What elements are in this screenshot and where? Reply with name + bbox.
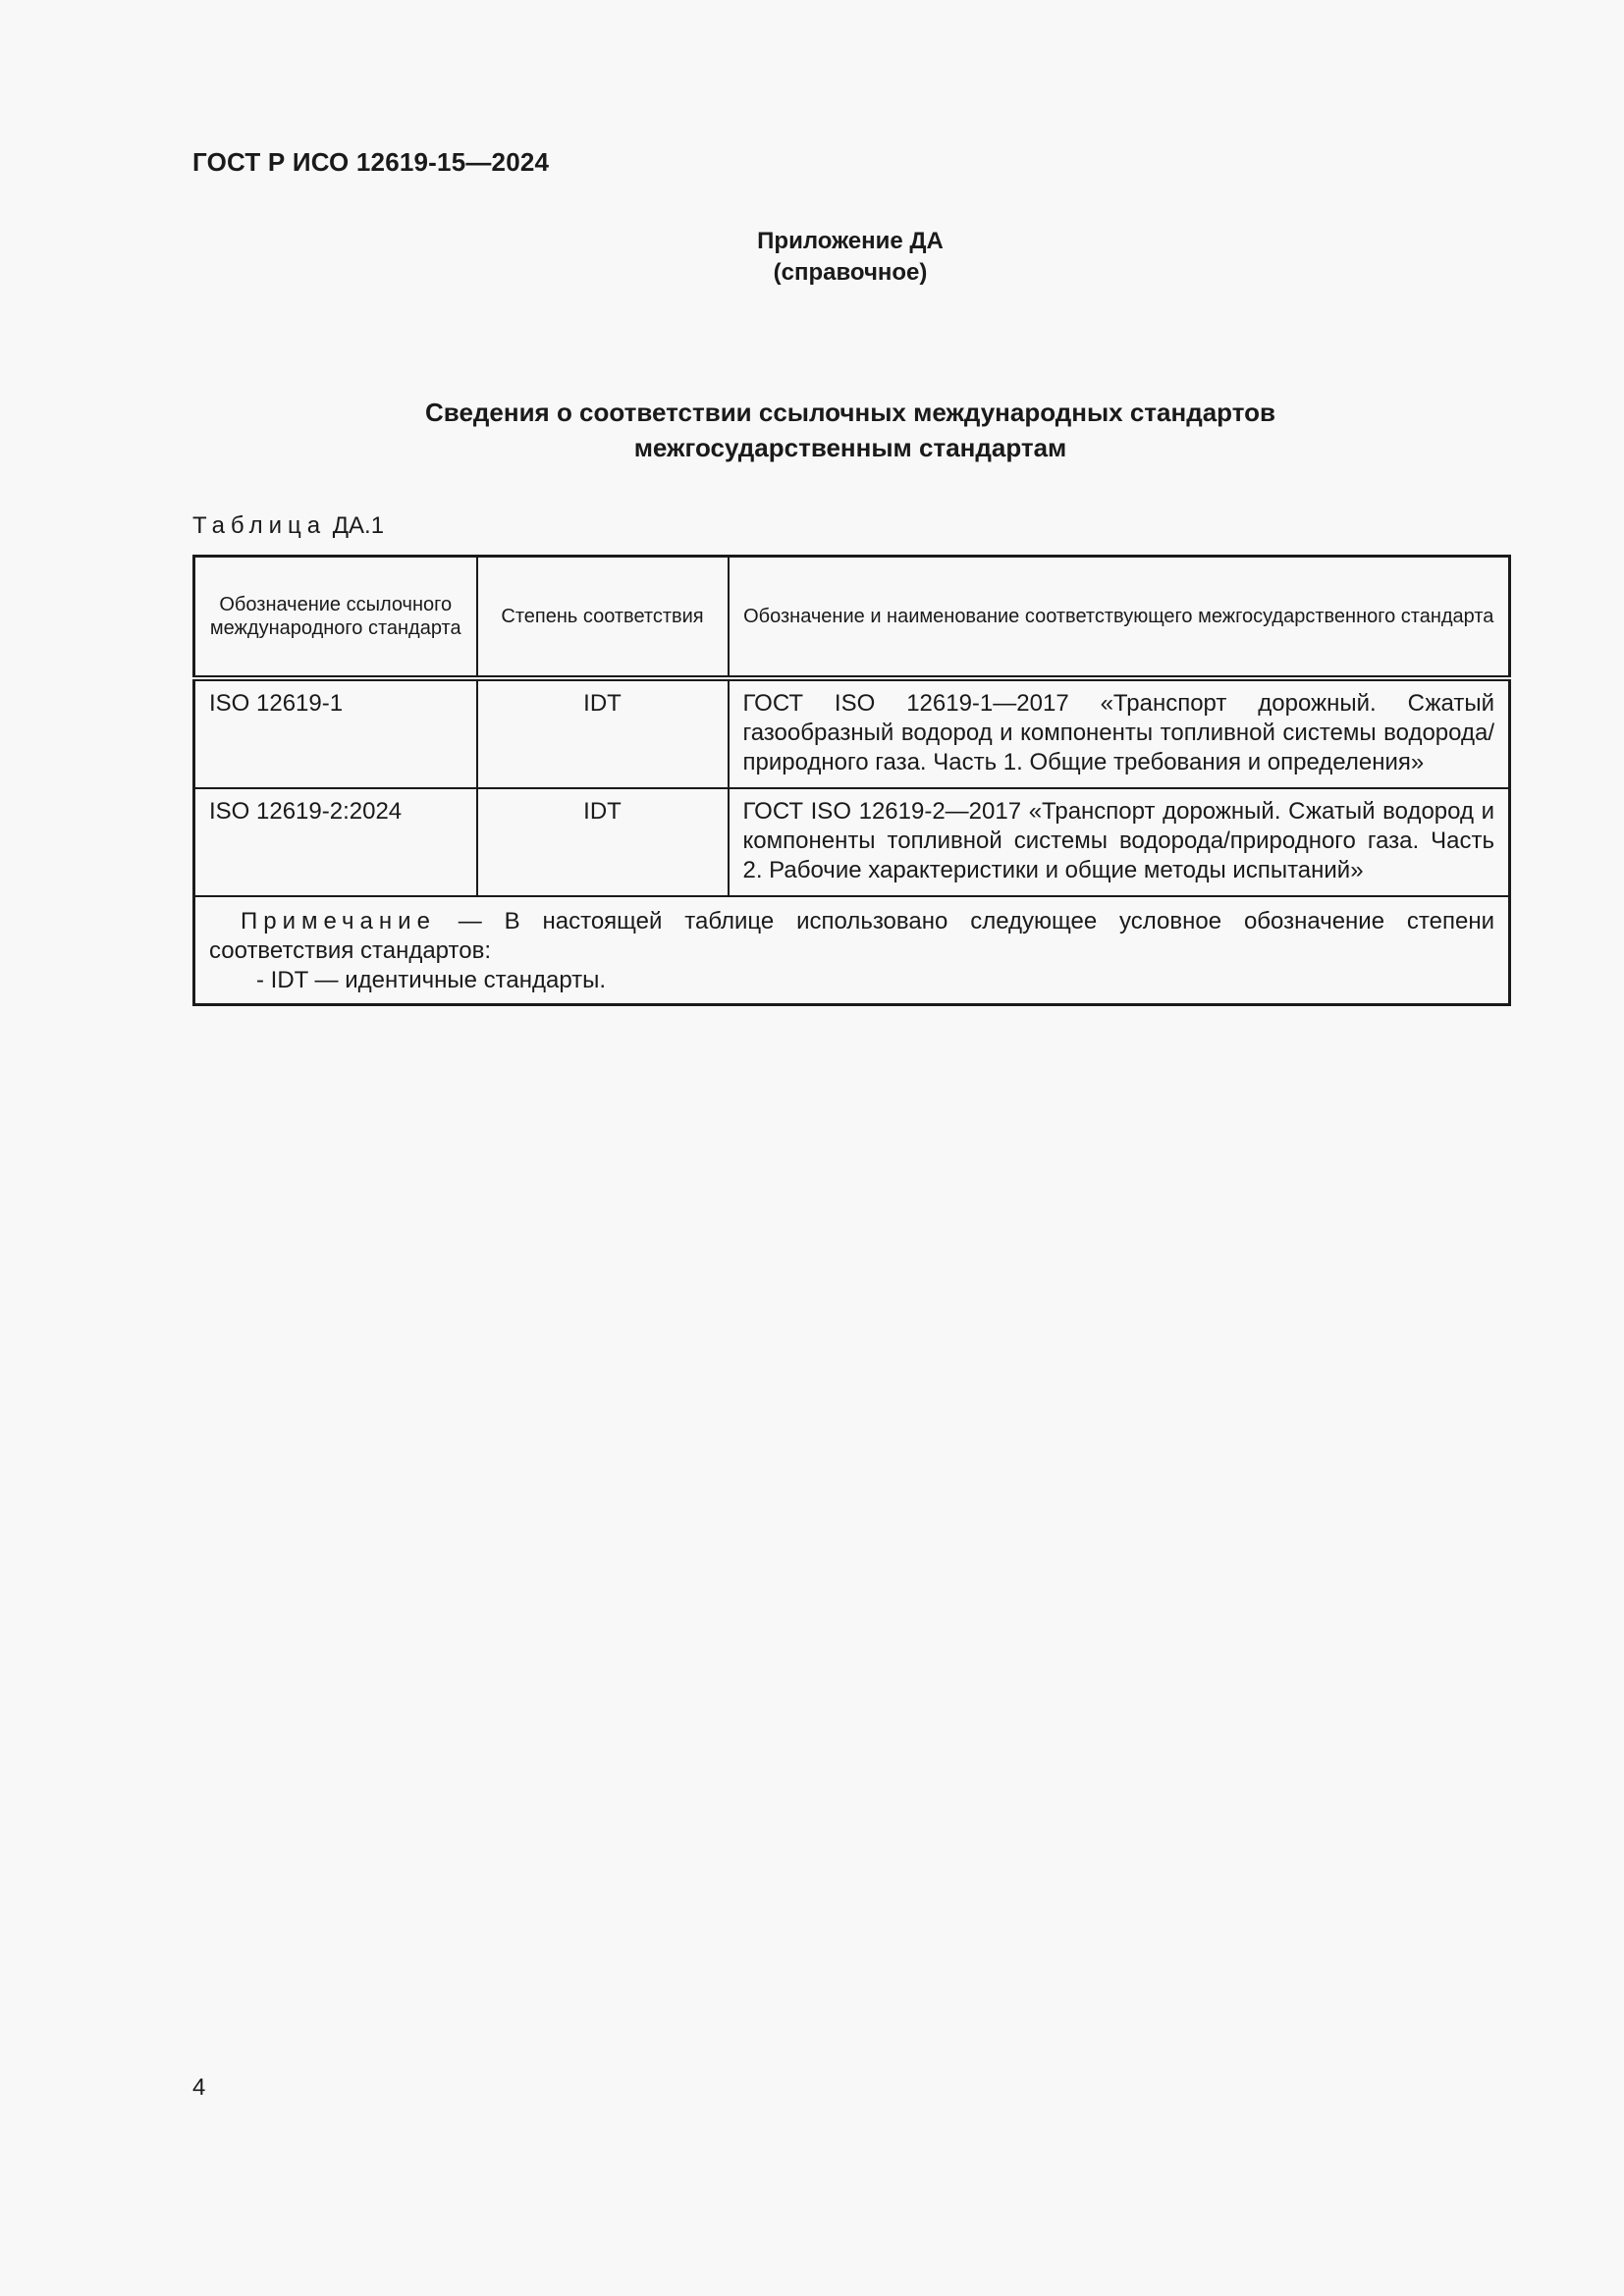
note-label: Примечание: [241, 908, 436, 934]
section-title: [192, 395, 1508, 465]
section-title-line-1: Сведения о соответствии ссылочных международных стандартов: [425, 398, 1275, 427]
column-header-intl-standard: Обозначение ссылочного международного стандарта: [194, 557, 477, 679]
table-row: [194, 678, 1510, 788]
document-code: ГОСТ Р ИСО 12619-15—2024: [192, 147, 550, 177]
cell-intl-standard: ISO 12619-1: [194, 678, 477, 788]
correspondence-table: [192, 555, 1511, 1006]
appendix-title: Приложение ДА: [757, 228, 944, 254]
correspondence-table-wrapper: [192, 555, 1508, 1006]
table-caption-label: Таблица: [192, 512, 327, 539]
cell-national-standard: ГОСТ ISO 12619-1—2017 «Транспорт дорожный. Сжатый газообразный водород и компоненты топливной системы водорода/природного газа. Часть 1. Общие требования и определения»: [729, 678, 1510, 788]
page-number: 4: [192, 2074, 206, 2101]
table-header-row: [194, 557, 1510, 679]
note-item: - IDT — идентичные стандарты.: [256, 967, 607, 993]
cell-degree: IDT: [477, 788, 729, 896]
section-title-line-2: межгосударственным стандартам: [633, 433, 1067, 462]
column-header-national-standard: Обозначение и наименование соответствующего межгосударственного стандарта: [729, 557, 1510, 679]
appendix-heading: [0, 226, 1624, 289]
table-caption-number: ДА.1: [332, 512, 385, 539]
table-note-row: [194, 896, 1510, 1005]
cell-intl-standard: ISO 12619-2:2024: [194, 788, 477, 896]
table-caption: [192, 512, 384, 540]
table-note: [194, 896, 1510, 1005]
cell-national-standard: ГОСТ ISO 12619-2—2017 «Транспорт дорожный. Сжатый водород и компоненты топливной системы водорода/природного газа. Часть 2. Рабочие характеристики и общие методы испытаний»: [729, 788, 1510, 896]
appendix-subtitle: (справочное): [773, 259, 928, 286]
column-header-degree: Степень соответствия: [477, 557, 729, 679]
note-text: — В настоящей таблице использовано следующее условное обозначение степени соответствия стандартов:: [209, 908, 1494, 964]
table-row: [194, 788, 1510, 896]
cell-degree: IDT: [477, 678, 729, 788]
